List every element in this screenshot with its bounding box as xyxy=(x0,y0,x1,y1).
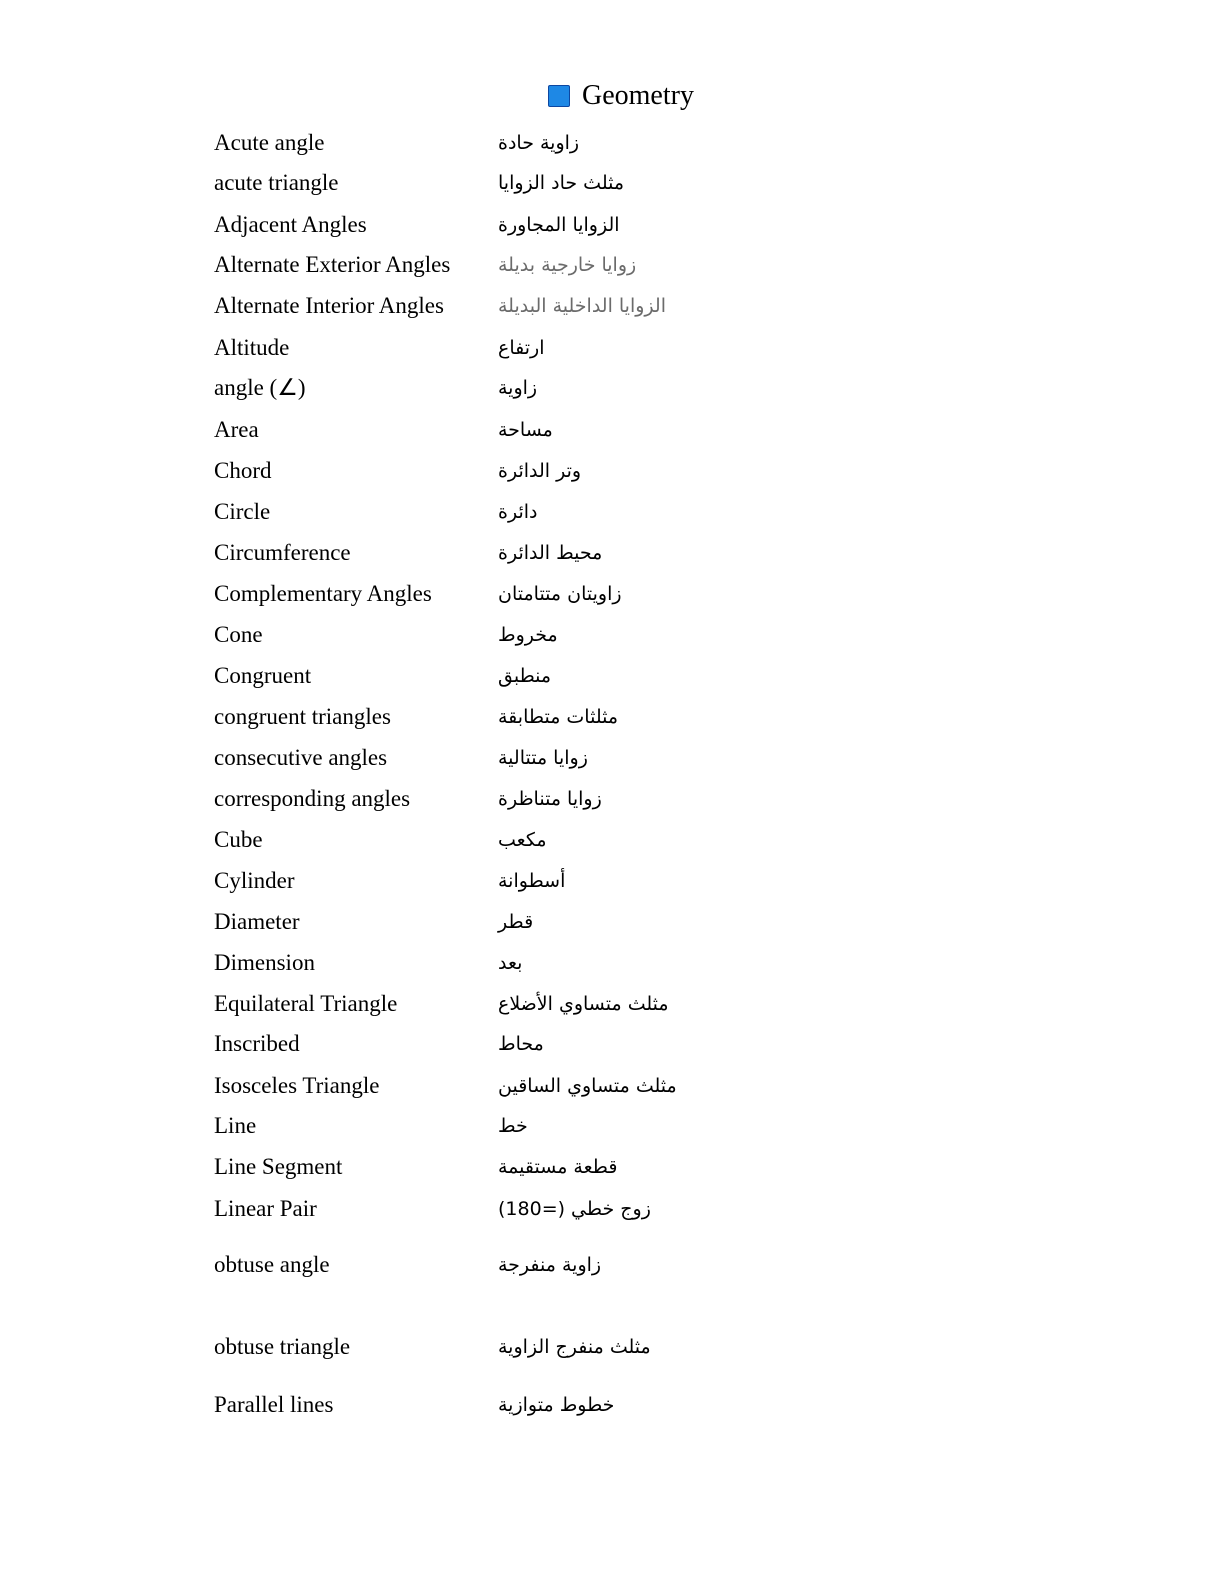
glossary-row xyxy=(0,1194,1224,1224)
glossary-row xyxy=(0,1332,1224,1362)
glossary-row xyxy=(0,210,1224,240)
glossary-term: Cylinder xyxy=(214,868,295,893)
glossary-translation: دائرة xyxy=(498,501,538,523)
glossary-row xyxy=(0,948,1224,978)
glossary-row xyxy=(0,250,1224,280)
glossary-translation: مكعب xyxy=(498,829,547,851)
glossary-row xyxy=(0,989,1224,1019)
glossary-term: Chord xyxy=(214,458,272,483)
glossary-term: Alternate Exterior Angles xyxy=(214,252,451,277)
glossary-translation: قطر xyxy=(498,911,534,933)
glossary-translation: زاوية حادة xyxy=(498,132,580,154)
glossary-translation: مساحة xyxy=(498,419,553,441)
glossary-row xyxy=(0,333,1224,363)
glossary-row xyxy=(0,168,1224,198)
glossary-row xyxy=(0,907,1224,937)
glossary-term: Adjacent Angles xyxy=(214,212,367,237)
glossary-translation: زوايا متناظرة xyxy=(498,788,602,810)
glossary-translation: مثلثات متطابقة xyxy=(498,706,619,728)
glossary-row xyxy=(0,497,1224,527)
glossary-term: Diameter xyxy=(214,909,300,934)
glossary-row xyxy=(0,1111,1224,1141)
glossary-term: acute triangle xyxy=(214,170,339,195)
glossary-translation: محاط xyxy=(498,1033,544,1055)
glossary-translation: مخروط xyxy=(498,624,558,646)
glossary-term: Dimension xyxy=(214,950,315,975)
glossary-term: obtuse triangle xyxy=(214,1334,351,1359)
glossary-row xyxy=(0,1152,1224,1182)
glossary-translation: زوايا خارجية بديلة xyxy=(498,254,637,276)
glossary-translation: مثلث منفرج الزاوية xyxy=(498,1336,651,1358)
glossary-translation: مثلث حاد الزوايا xyxy=(498,172,625,194)
glossary-term: Acute angle xyxy=(214,130,325,155)
glossary-translation: مثلث متساوي الأضلاع xyxy=(498,993,669,1015)
glossary-translation: أسطوانة xyxy=(498,870,566,892)
glossary-term: Linear Pair xyxy=(214,1196,317,1221)
glossary-translation: زوايا متتالية xyxy=(498,747,588,769)
glossary-term: angle (∠) xyxy=(214,375,306,400)
glossary-translation: الزوايا الداخلية البديلة xyxy=(498,295,666,317)
glossary-translation: خطوط متوازية xyxy=(498,1394,615,1416)
glossary-row xyxy=(0,128,1224,158)
glossary-term: corresponding angles xyxy=(214,786,411,811)
glossary-translation: وتر الدائرة xyxy=(498,460,582,482)
glossary-translation: منطبق xyxy=(498,665,552,687)
glossary-row xyxy=(0,538,1224,568)
glossary-term: Equilateral Triangle xyxy=(214,991,398,1016)
glossary-translation: زاوية منفرجة xyxy=(498,1254,602,1276)
glossary-row xyxy=(0,1250,1224,1280)
glossary-translation: خط xyxy=(498,1115,528,1137)
glossary-term: Altitude xyxy=(214,335,290,360)
glossary-translation: بعد xyxy=(498,952,523,974)
glossary-translation: قطعة مستقيمة xyxy=(498,1156,618,1178)
glossary-row xyxy=(0,784,1224,814)
glossary-row xyxy=(0,456,1224,486)
glossary-term: Cube xyxy=(214,827,263,852)
glossary-row xyxy=(0,661,1224,691)
glossary-translation: محيط الدائرة xyxy=(498,542,603,564)
glossary-translation: مثلث متساوي الساقين xyxy=(498,1075,677,1097)
glossary-translation: زوج خطي (=180) xyxy=(498,1198,651,1220)
glossary-row xyxy=(0,1029,1224,1059)
glossary-row xyxy=(0,415,1224,445)
glossary-row xyxy=(0,1390,1224,1420)
glossary-term: congruent triangles xyxy=(214,704,391,729)
glossary-term: Circumference xyxy=(214,540,351,565)
glossary-term: Congruent xyxy=(214,663,312,688)
glossary-term: Area xyxy=(214,417,259,442)
glossary-row xyxy=(0,743,1224,773)
glossary-term: Complementary Angles xyxy=(214,581,432,606)
glossary-term: Line Segment xyxy=(214,1154,343,1179)
glossary-row xyxy=(0,1071,1224,1101)
glossary-row xyxy=(0,291,1224,321)
glossary-row xyxy=(0,373,1224,403)
glossary-row xyxy=(0,825,1224,855)
glossary-term: Isosceles Triangle xyxy=(214,1073,380,1098)
glossary-translation: زاوية xyxy=(498,377,538,399)
glossary-row xyxy=(0,702,1224,732)
glossary-term: Cone xyxy=(214,622,263,647)
glossary-term: Inscribed xyxy=(214,1031,300,1056)
glossary-term: consecutive angles xyxy=(214,745,388,770)
glossary-row xyxy=(0,579,1224,609)
glossary-translation: الزوايا المجاورة xyxy=(498,214,620,236)
glossary-term: Alternate Interior Angles xyxy=(214,293,444,318)
glossary-term: Parallel lines xyxy=(214,1392,334,1417)
glossary-translation: زاويتان متتامتان xyxy=(498,583,622,605)
glossary-row xyxy=(0,866,1224,896)
glossary-term: Line xyxy=(214,1113,257,1138)
glossary-translation: ارتفاع xyxy=(498,337,545,359)
glossary-row xyxy=(0,620,1224,650)
glossary-term: obtuse angle xyxy=(214,1252,330,1277)
page-title-text: Geometry xyxy=(582,80,694,111)
glossary-term: Circle xyxy=(214,499,271,524)
